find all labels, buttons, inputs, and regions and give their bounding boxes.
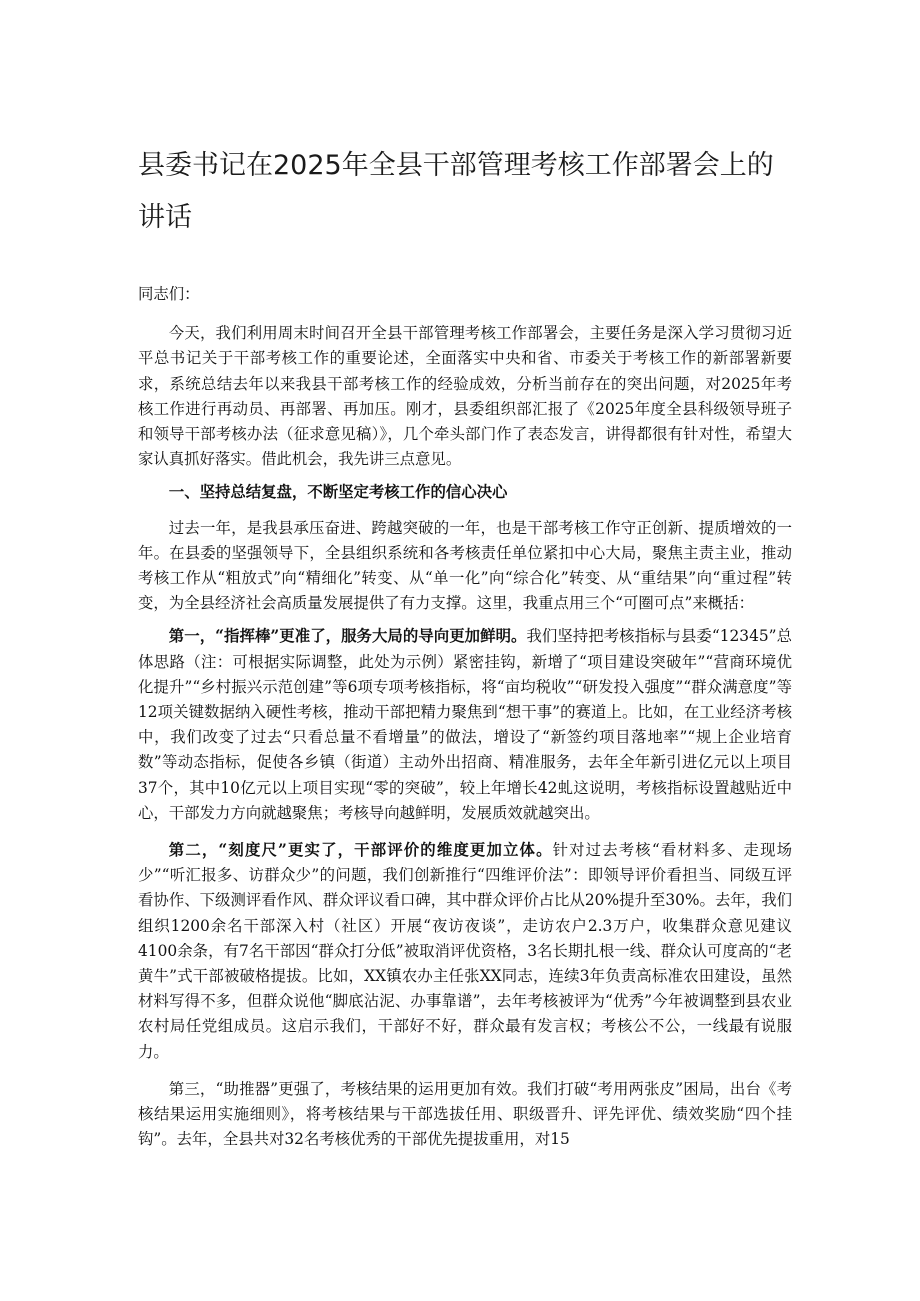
section-1-heading: 一、坚持总结复盘，不断坚定考核工作的信心决心 [168,483,508,502]
point-2-paragraph [138,838,792,1065]
document-title: 县委书记在2025年全县干部管理考核工作部署会上的讲话 [138,150,774,233]
point-3-paragraph: 第三，“助推器”更强了，考核结果的运用更加有效。我们打破“考用两张皮”困局，出台《考核结果运用实施细则》，将考核结果与干部选拔任用、职级晋升、评先评优、绩效奖励“四个挂钩”。去年，全县共对32名考核优秀的干部优先提拔重用，对15 [138,1079,792,1149]
point-1-lead: 第一，“指挥棒”更准了，服务大局的导向更加鲜明。 [168,627,527,646]
document-body [138,282,792,1161]
point-2-body: 针对过去考核“看材料多、走现场少”“听汇报多、访群众少”的问题，我们创新推行“四维评价法”：即领导评价看担当、同级互评看协作、下级测评看作风、群众评议看口碑，其中群众评价占比从20%提升至30%。去年，我们组织1200余名干部深入村（社区）开展“夜访夜谈”，走访农户2.3万户，收集群众意见建议4100余条，有7名干部因“群众打分低”被取消评优资格，3名长期扎根一线、群众认可度高的“老黄牛”式干部被破格提拔。比如，XX镇农办主任张XX同志，连续3年负责高标准农田建设，虽然材料写得不多，但群众说他“脚底沾泥、办事靠谱”，去年考核被评为“优秀”今年被调整到县农业农村局任党组成员。这启示我们，干部好不好，群众最有发言权；考核公不公，一线最有说服力。 [138,841,792,1061]
point-1-body: 我们坚持把考核指标与县委“12345”总体思路（注：可根据实际调整，此处为示例）紧密挂钩，新增了“项目建设突破年”“营商环境优化提升”“乡村振兴示范创建”等6项专项考核指标，将“亩均税收”“研发投入强度”“群众满意度”等12项关键数据纳入硬性考核，推动干部把精力聚焦到“想干事”的赛道上。比如，在工业经济考核中，我们改变了过去“只看总量不看增量”的做法，增设了“新签约项目落地率”“规上企业培育数”等动态指标，促使各乡镇（街道）主动外出招商、精准服务，去年全年新引进亿元以上项目37个，其中10亿元以上项目实现“零的突破”，较上年增长42虬这说明，考核指标设置越贴近中心，干部发力方向就越聚焦；考核导向越鲜明，发展质效就越突出。 [138,627,792,822]
point-2-lead: 第二，“刻度尺”更实了，干部评价的维度更加立体。 [168,841,553,860]
salutation: 同志们： [138,285,200,303]
section-1-paragraph: 过去一年，是我县承压奋进、跨越突破的一年，也是干部考核工作守正创新、提质增效的一年。在县委的坚强领导下，全县组织系统和各考核责任单位紧扣中心大局，聚焦主责主业，推动考核工作从“粗放式”向“精细化”转变、从“单一化”向“综合化”转变、从“重结果”向“重过程”转变，为全县经济社会高质量发展提供了有力支撑。这里，我重点用三个“可圈可点”来概括： [138,518,792,613]
intro-paragraph: 今天，我们利用周末时间召开全县干部管理考核工作部署会，主要任务是深入学习贯彻习近平总书记关于干部考核工作的重要论述，全面落实中央和省、市委关于考核工作的新部署新要求，系统总结去年以来我县干部考核工作的经验成效，分析当前存在的突出问题，对2025年考核工作进行再动员、再部署、再加压。刚才，县委组织部汇报了《2025年度全县科级领导班子和领导干部考核办法（征求意见稿）》，几个牵头部门作了表态发言，讲得都很有针对性，希望大家认真抓好落实。借此机会，我先讲三点意见。 [138,324,792,469]
point-1-paragraph [138,624,792,826]
